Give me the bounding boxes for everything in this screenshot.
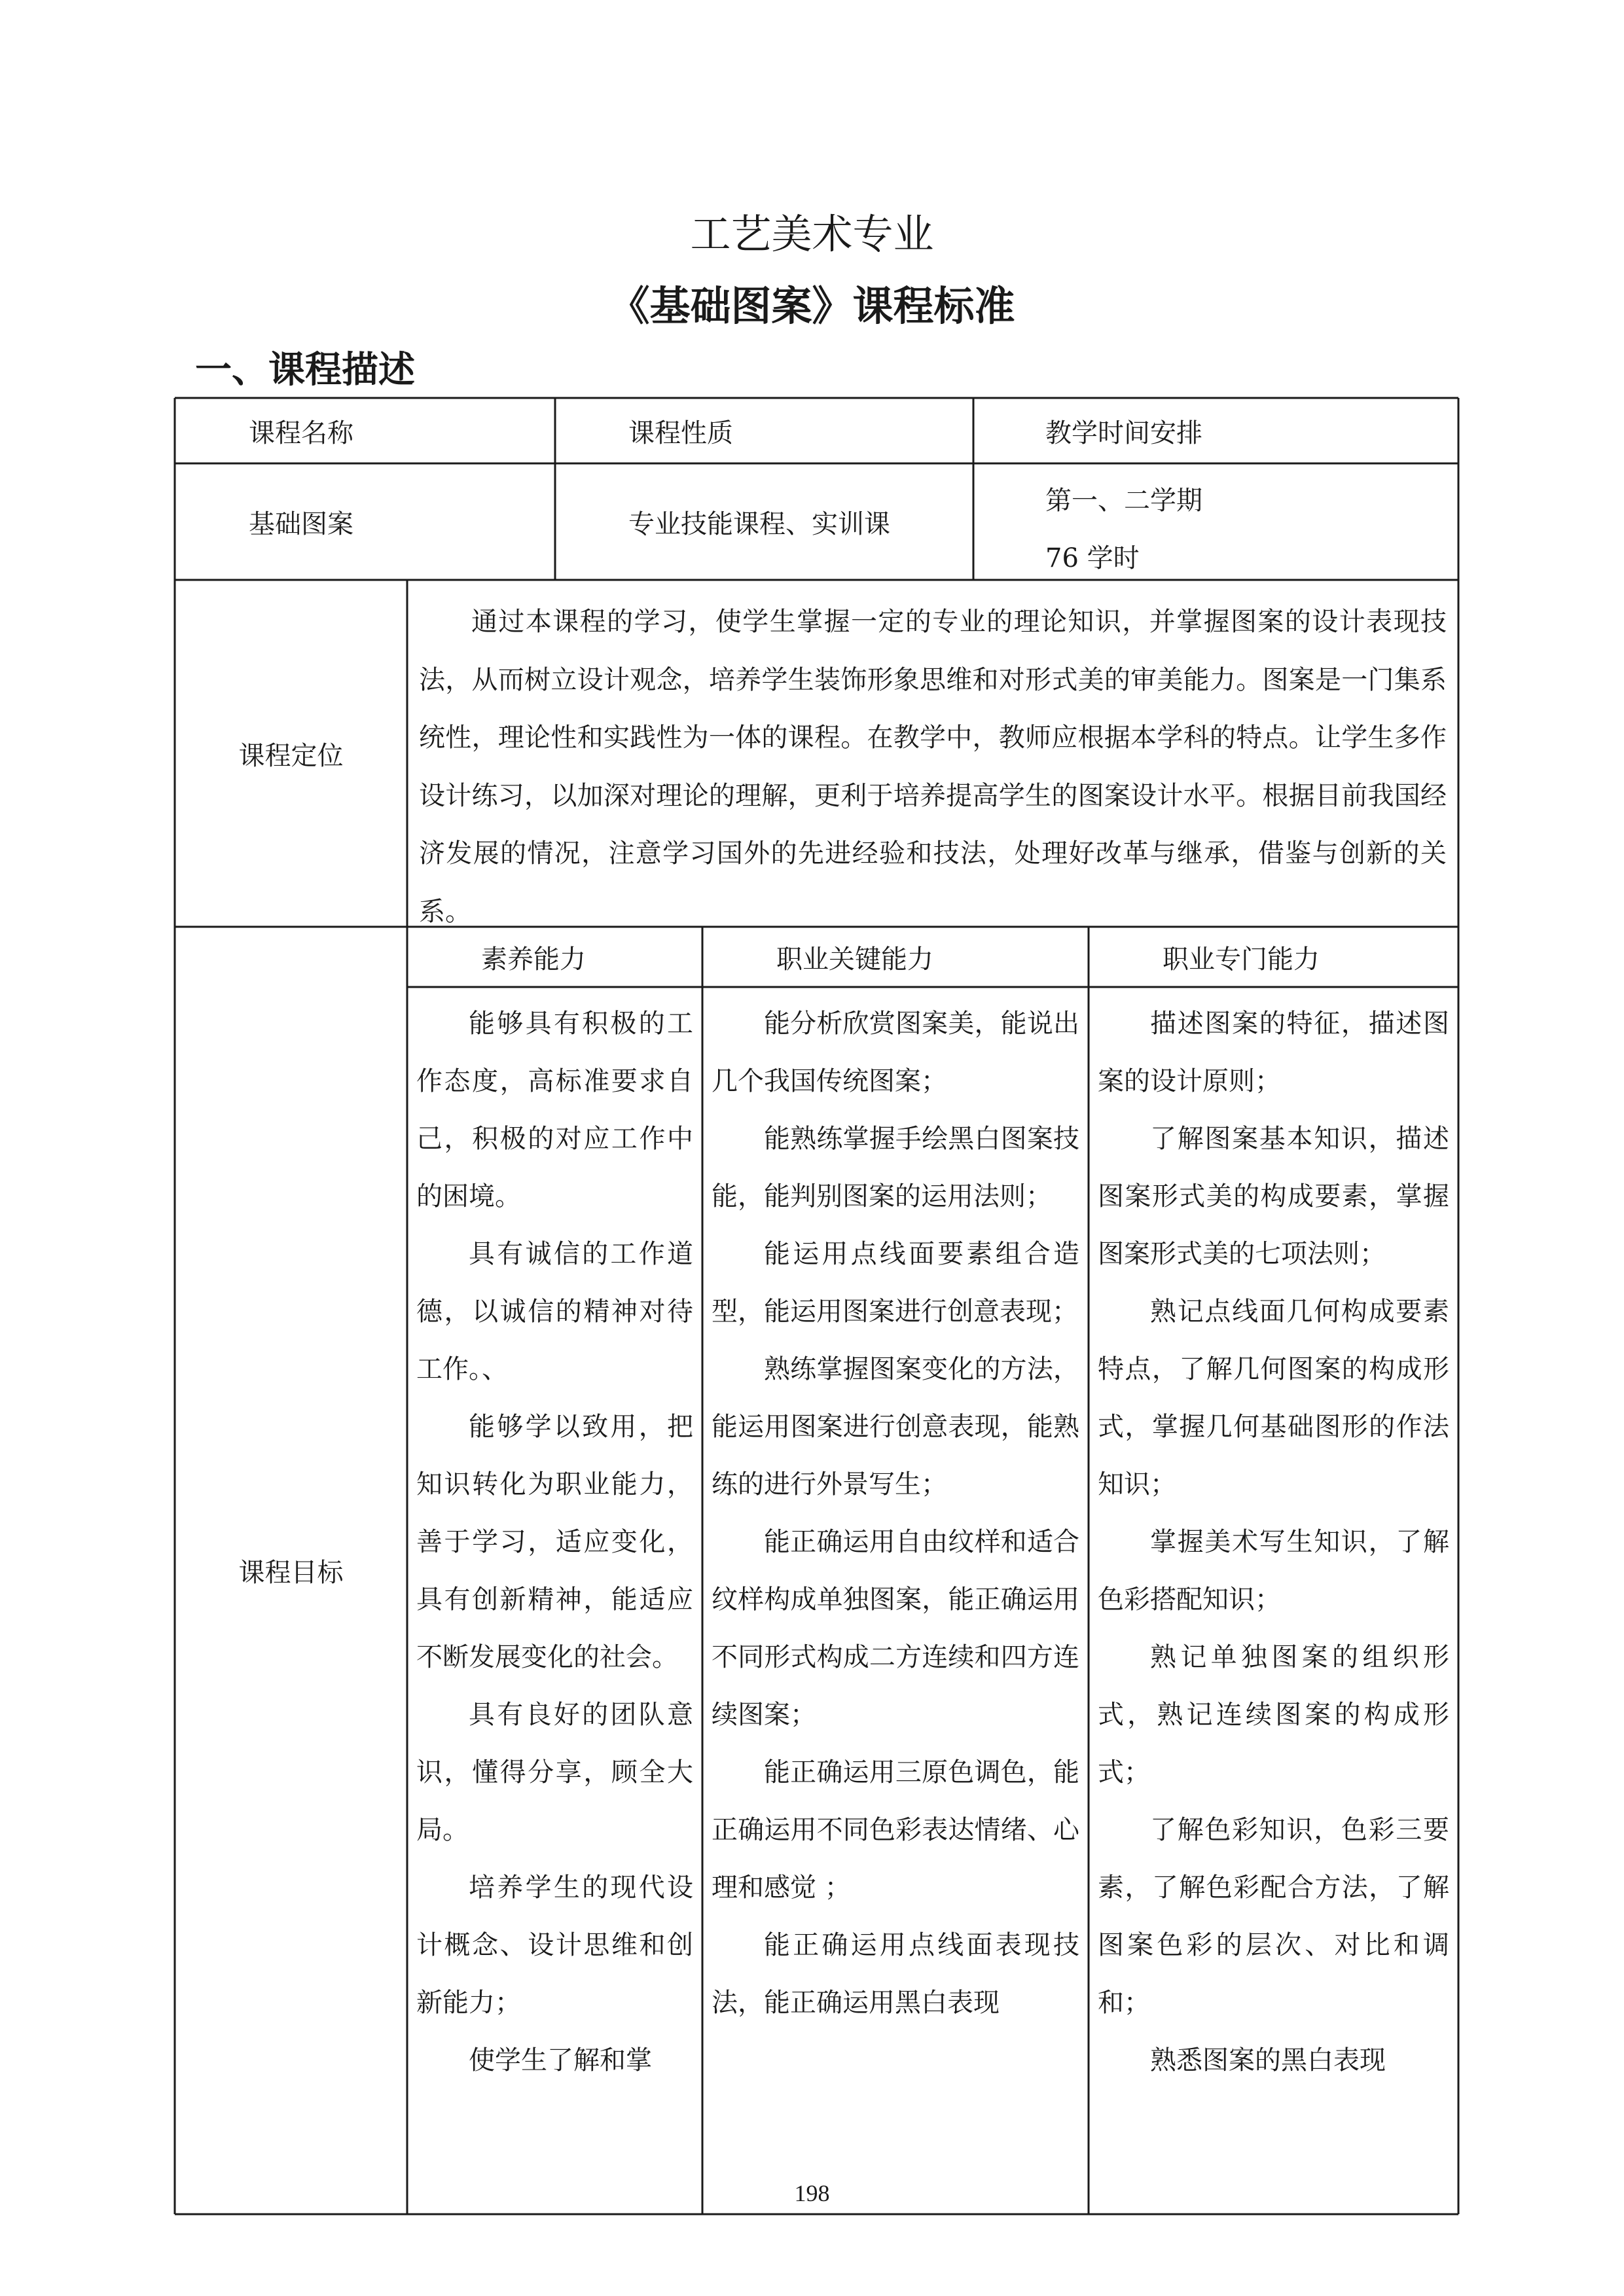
- list-item: 能够学以致用，把知识转化为职业能力，善于学习，适应变化，具有创新精神，能适应不断发展变化的社会。: [416, 1412, 693, 1672]
- header-course-name: 课程名称: [249, 418, 353, 448]
- positioning-label: 课程定位: [238, 740, 344, 771]
- list-item: 熟记点线面几何构成要素特点，了解几何图案的构成形式，掌握几何基础图形的作法知识；: [1098, 1297, 1449, 1499]
- list-item: 能运用点线面要素组合造型，能运用图案进行创意表现；: [712, 1239, 1079, 1327]
- list-item: 熟记单独图案的组织形式，熟记连续图案的构成形式；: [1098, 1642, 1449, 1787]
- list-item: 了解图案基本知识，描述图案形式美的构成要素，掌握图案形式美的七项法则；: [1098, 1124, 1449, 1269]
- course-title: 《基础图案》课程标准: [609, 282, 1015, 330]
- header-schedule: 教学时间安排: [1045, 418, 1202, 448]
- header-course-nature: 课程性质: [628, 418, 733, 448]
- positioning-cell: [407, 580, 1458, 927]
- header-specialized-ability: 职业专门能力: [1163, 944, 1320, 975]
- header-literacy: 素养能力: [481, 944, 586, 975]
- list-item: 使学生了解和掌: [469, 2045, 652, 2075]
- list-item: 能正确运用点线面表现技法，能正确运用黑白表现: [712, 1930, 1079, 2018]
- list-item: 熟悉图案的黑白表现: [1150, 2045, 1386, 2075]
- list-item: 描述图案的特征，描述图案的设计原则；: [1098, 1009, 1449, 1096]
- section-heading: 一、课程描述: [195, 349, 415, 391]
- objectives-label: 课程目标: [238, 1558, 344, 1588]
- header-key-ability: 职业关键能力: [776, 944, 933, 975]
- schedule-hours: 76 学时: [1045, 543, 1140, 573]
- list-item: 具有良好的团队意识，懂得分享，顾全大局。: [416, 1700, 693, 1845]
- list-item: 掌握美术写生知识，了解色彩搭配知识；: [1098, 1527, 1449, 1615]
- course-name-value: 基础图案: [249, 509, 353, 539]
- page-number: 198: [794, 2180, 830, 2206]
- positioning-text: 通过本课程的学习，使学生掌握一定的专业的理论知识，并掌握图案的设计表现技法，从而树立设计观念，培养学生装饰形象思维和对形式美的审美能力。图案是一门集系统性，理论性和实践性为一体的课程。在教学中，教师应根据本学科的特点。让学生多作设计练习，以加深对理论的理解，更利于培养提高学生的图案设计水平。根据目前我国经济发展的情况，注意学习国外的先进经验和技法，处理好改革与继承，借鉴与创新的关系。: [419, 607, 1447, 927]
- list-item: 具有诚信的工作道德，以诚信的精神对待工作。、: [416, 1239, 693, 1384]
- list-item: 能够具有积极的工作态度，高标准要求自己，积极的对应工作中的困境。: [416, 1009, 693, 1211]
- list-item: 熟练掌握图案变化的方法，能运用图案进行创意表现，能熟练的进行外景写生；: [712, 1354, 1079, 1499]
- literacy-column: [407, 987, 702, 2214]
- major-title: 工艺美术专业: [690, 210, 934, 258]
- course-nature-value: 专业技能课程、实训课: [628, 509, 890, 539]
- list-item: 能正确运用自由纹样和适合纹样构成单独图案，能正确运用不同形式构成二方连续和四方连续图案；: [712, 1527, 1079, 1730]
- list-item: 能熟练掌握手绘黑白图案技能，能判别图案的运用法则；: [712, 1124, 1079, 1211]
- list-item: 了解色彩知识，色彩三要素，了解色彩配合方法，了解图案色彩的层次、对比和调和；: [1098, 1815, 1449, 2018]
- specialized-ability-column: [1089, 987, 1458, 2214]
- schedule-semester: 第一、二学期: [1045, 486, 1202, 516]
- list-item: 能分析欣赏图案美，能说出几个我国传统图案；: [712, 1009, 1079, 1096]
- key-ability-column: [702, 987, 1089, 2214]
- list-item: 培养学生的现代设计概念、设计思维和创新能力；: [416, 1873, 693, 2018]
- list-item: 能正确运用三原色调色，能正确运用不同色彩表达情绪、心理和感觉 ；: [712, 1757, 1079, 1903]
